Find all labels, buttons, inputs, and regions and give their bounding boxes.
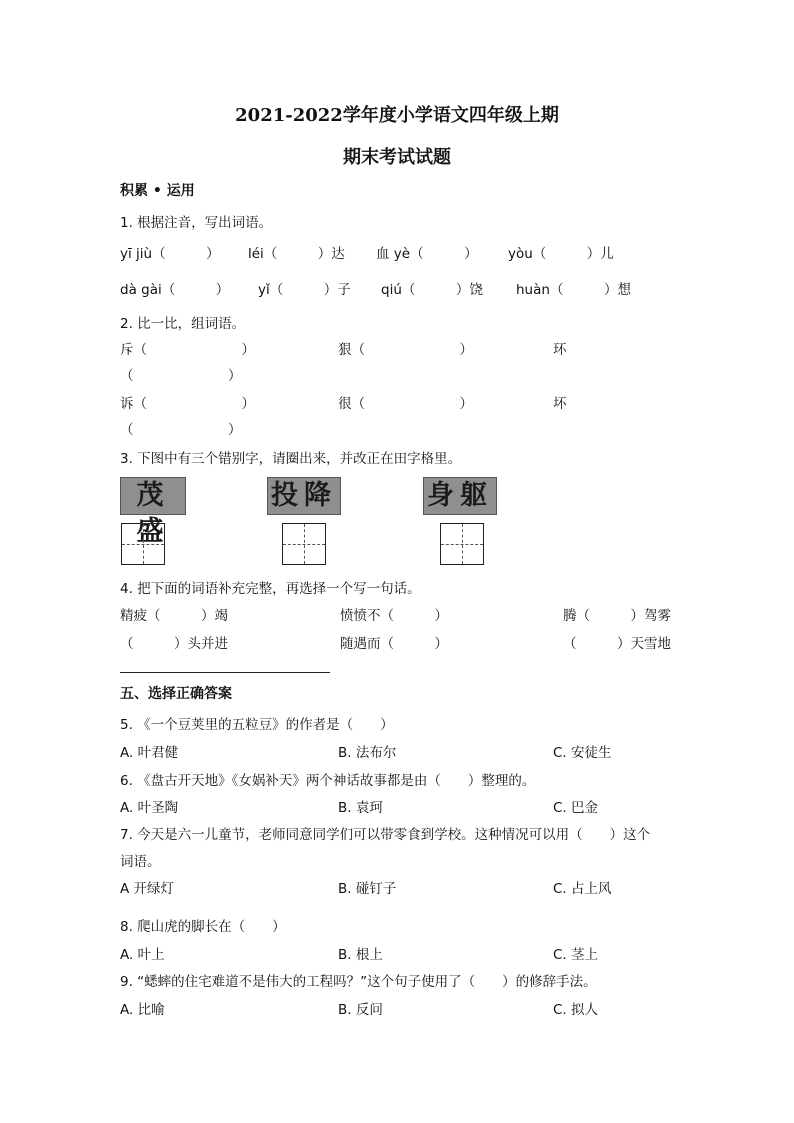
option: A. 叶圣陶	[120, 800, 179, 816]
question-3-stem: 3. 下图中有三个错别字，请圈出来，并改正在田字格里。	[120, 451, 462, 467]
q2-item: 坏	[553, 396, 567, 412]
calligraphy-image-1: 茂盛	[120, 477, 186, 515]
option: B. 反问	[338, 1002, 383, 1018]
page-subtitle: 期末考试试题	[343, 147, 451, 168]
answer-line[interactable]	[120, 672, 330, 673]
q1-item: yī jiù（ ）	[120, 246, 220, 262]
option: B. 碰钉子	[338, 881, 397, 897]
q4-item: 愤愤不（ ）	[340, 608, 448, 624]
question-5-stem: 5. 《一个豆荚里的五粒豆》的作者是（ ）	[120, 717, 394, 733]
option: C. 安徒生	[553, 745, 612, 761]
q4-item: （ ）头并进	[120, 636, 228, 652]
q4-item: 腾（ ）驾雾	[563, 608, 671, 624]
section-heading-choice: 五、选择正确答案	[120, 686, 232, 702]
q2-item: 很（ ）	[338, 396, 473, 412]
q2-item: 狠（ ）	[338, 342, 473, 358]
question-2-stem: 2. 比一比，组词语。	[120, 316, 246, 332]
page-title: 2021-2022学年度小学语文四年级上期	[235, 105, 559, 126]
q1-item: léi（ ）达	[248, 246, 345, 262]
option: C. 巴金	[553, 800, 599, 816]
option: B. 袁珂	[338, 800, 383, 816]
option: B. 法布尔	[338, 745, 397, 761]
option: C. 拟人	[553, 1002, 599, 1018]
question-6-stem: 6. 《盘古开天地》《女娲补天》两个神话故事都是由（ ）整理的。	[120, 773, 536, 789]
q2-item: （ ）	[120, 368, 242, 384]
q4-item: （ ）天雪地	[563, 636, 671, 652]
calligraphy-image-2: 投降	[267, 477, 341, 515]
q4-item: 精疲（ ）竭	[120, 608, 228, 624]
option: A. 叶君健	[120, 745, 179, 761]
q4-item: 随遇而（ ）	[340, 636, 448, 652]
question-4-stem: 4. 把下面的词语补充完整，再选择一个写一句话。	[120, 581, 421, 597]
option: A. 比喻	[120, 1002, 165, 1018]
question-7-stem-cont: 词语。	[120, 854, 161, 870]
option: A 开绿灯	[120, 881, 175, 897]
option: A. 叶上	[120, 947, 165, 963]
tianzige-box-2[interactable]	[282, 523, 326, 565]
option: C. 占上风	[553, 881, 612, 897]
tianzige-box-1[interactable]	[121, 523, 165, 565]
q1-item: yǐ（ ）子	[258, 282, 351, 298]
question-9-stem: 9. “蟋蟀的住宅难道不是伟大的工程吗？”这个句子使用了（ ）的修辞手法。	[120, 974, 597, 990]
q2-item: 斥（ ）	[120, 342, 255, 358]
q2-item: 环	[553, 342, 567, 358]
q1-item: dà gài（ ）	[120, 282, 230, 298]
option: C. 茎上	[553, 947, 599, 963]
question-8-stem: 8. 爬山虎的脚长在（ ）	[120, 919, 286, 935]
q1-item: yòu（ ）儿	[508, 246, 614, 262]
q1-item: huàn（ ）想	[516, 282, 631, 298]
option: B. 根上	[338, 947, 383, 963]
q2-item: （ ）	[120, 422, 242, 438]
question-7-stem: 7. 今天是六一儿童节，老师同意同学们可以带零食到学校。这种情况可以用（ ）这个	[120, 827, 651, 843]
calligraphy-image-3: 身躯	[423, 477, 497, 515]
q1-item: qiú（ ）饶	[381, 282, 483, 298]
tianzige-box-3[interactable]	[440, 523, 484, 565]
question-1-stem: 1. 根据注音，写出词语。	[120, 215, 273, 231]
q1-item: 血 yè（ ）	[376, 246, 478, 262]
q2-item: 诉（ ）	[120, 396, 255, 412]
section-heading-accumulation: 积累 • 运用	[120, 183, 195, 199]
